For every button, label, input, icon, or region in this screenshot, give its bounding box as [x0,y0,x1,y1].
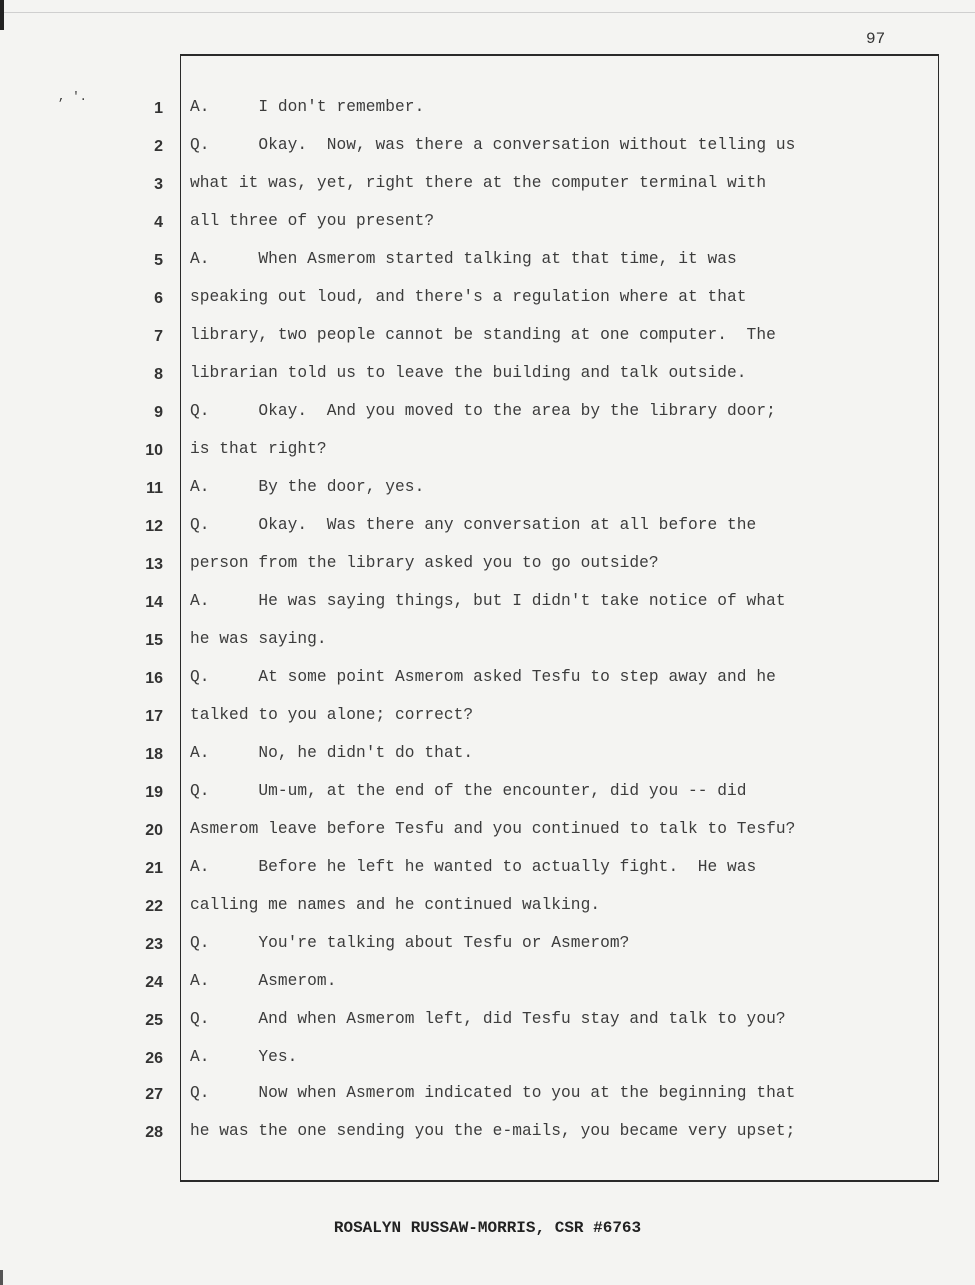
line-number: 7 [154,328,163,345]
transcript-line: A. I don't remember. [190,98,425,116]
page-number: 97 [866,30,886,48]
line-number: 11 [146,480,163,497]
transcript-line: Q. And when Asmerom left, did Tesfu stay and talk to you? [190,1010,786,1028]
transcript-line: talked to you alone; correct? [190,706,474,724]
transcript-line: A. He was saying things, but I didn't take notice of what [190,592,786,610]
line-number: 20 [145,822,163,839]
transcript-line: speaking out loud, and there's a regulation where at that [190,288,747,306]
line-number: 19 [145,784,163,801]
transcript-line: A. Asmerom. [190,972,337,990]
transcript-line: Asmerom leave before Tesfu and you continued to talk to Tesfu? [190,820,796,838]
line-number: 22 [145,898,163,915]
transcript-line: A. When Asmerom started talking at that time, it was [190,250,737,268]
line-number: 17 [145,708,163,725]
line-number: 12 [145,518,163,535]
transcript-line: A. Yes. [190,1048,298,1066]
scan-edge-mark [0,0,4,30]
reporter-footer: ROSALYN RUSSAW-MORRIS, CSR #6763 [333,1219,642,1237]
transcript-line: he was saying. [190,630,327,648]
transcript-line: Q. Okay. Now, was there a conversation without telling us [190,136,796,154]
line-number: 5 [154,252,163,269]
line-number: 21 [145,860,163,877]
line-number: 16 [145,670,163,687]
transcript-line: Q. Okay. And you moved to the area by the library door; [190,402,776,420]
line-number: 6 [154,290,163,307]
line-number: 14 [145,594,163,611]
scan-top-edge [0,12,975,13]
line-number: 26 [145,1050,163,1067]
line-number: 9 [154,404,163,421]
transcript-line: all three of you present? [190,212,435,230]
line-number: 13 [145,556,163,573]
line-number: 3 [154,176,163,193]
transcript-line: Q. Okay. Was there any conversation at all before the [190,516,757,534]
line-number: 28 [145,1124,163,1141]
line-number: 25 [145,1012,163,1029]
line-number: 8 [154,366,163,383]
line-number: 2 [154,138,163,155]
transcript-line: Q. Now when Asmerom indicated to you at the beginning that [190,1084,796,1102]
scan-edge-mark-bottom [0,1270,3,1285]
transcript-line: library, two people cannot be standing at one computer. The [190,326,776,344]
transcript-line: A. No, he didn't do that. [190,744,474,762]
transcript-line: is that right? [190,440,327,458]
transcript-line: person from the library asked you to go outside? [190,554,659,572]
line-number: 23 [145,936,163,953]
transcript-line: A. By the door, yes. [190,478,425,496]
line-number: 1 [154,100,163,117]
line-number: 10 [145,442,163,459]
transcript-line: calling me names and he continued walking. [190,896,601,914]
transcript-line: Q. You're talking about Tesfu or Asmerom? [190,934,630,952]
line-number: 27 [145,1086,163,1103]
line-number: 15 [145,632,163,649]
transcript-line: A. Before he left he wanted to actually fight. He was [190,858,757,876]
line-number: 24 [145,974,163,991]
transcript-line: he was the one sending you the e-mails, you became very upset; [190,1122,796,1140]
transcript-line: Q. At some point Asmerom asked Tesfu to step away and he [190,668,776,686]
transcript-line: librarian told us to leave the building and talk outside. [190,364,747,382]
scan-specks: , '. [58,90,87,104]
transcript-line: Q. Um-um, at the end of the encounter, did you -- did [190,782,747,800]
line-number: 4 [154,214,163,231]
transcript-line: what it was, yet, right there at the computer terminal with [190,174,767,192]
line-number: 18 [145,746,163,763]
